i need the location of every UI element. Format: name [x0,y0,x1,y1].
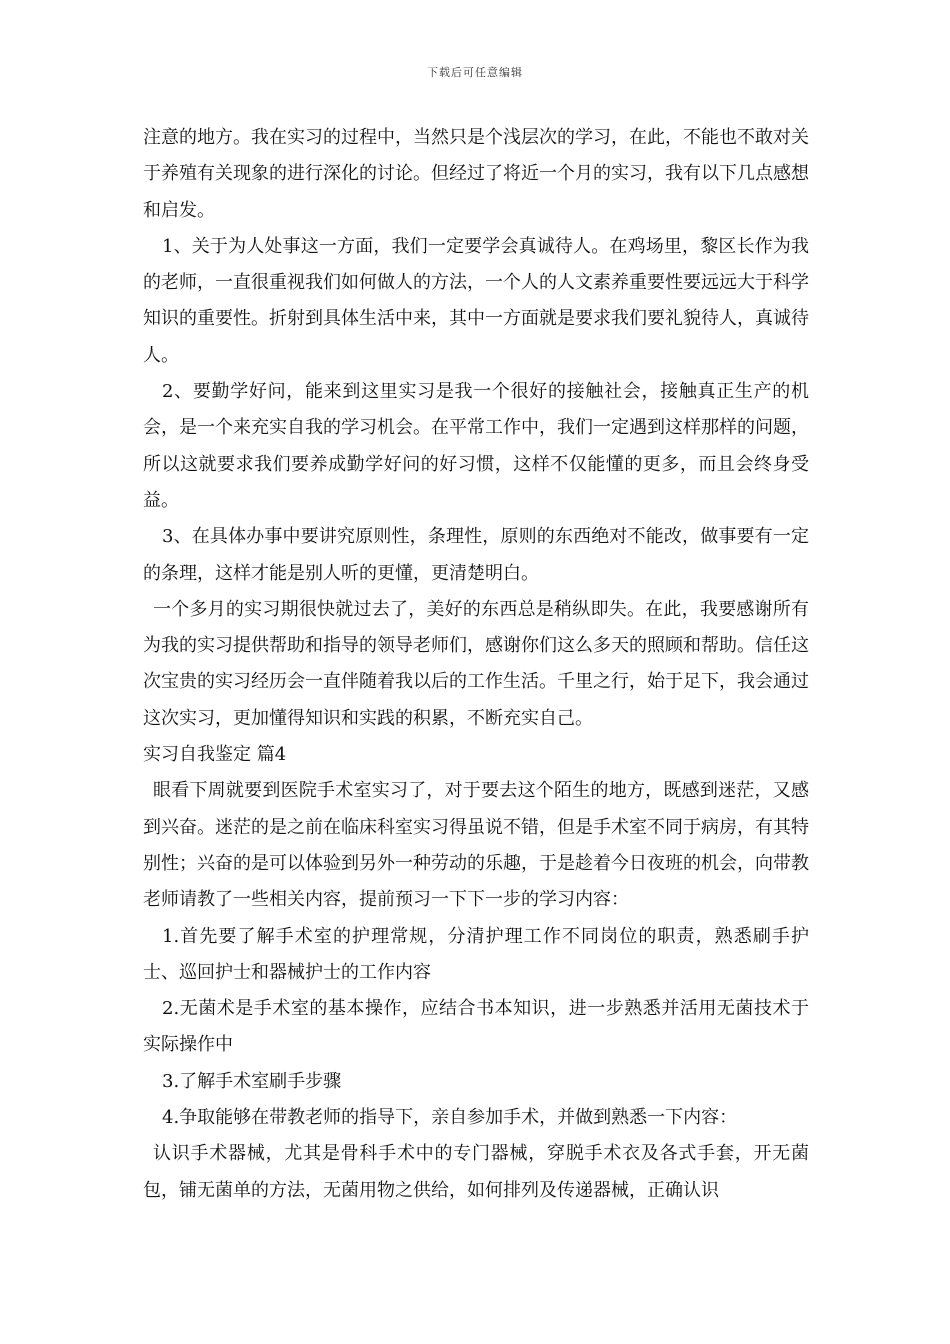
list-item-4: 4.争取能够在带教老师的指导下，亲自参加手术，并做到熟悉一下内容： [162,1107,738,1129]
list-item-3: 3.了解手术室刷手步骤 [162,1070,342,1092]
list-item-2: 2.无菌术是手术室的基本操作，应结合书本知识，进一步熟悉并活用无菌技术于实际操作中 [143,998,809,1056]
paragraph-point-1: 1、关于为人处事这一方面，我们一定要学会真诚待人。在鸡场里，黎区长作为我的老师，一直很重视我们如何做人的方法，一个人的人文素养重要性要远远大于科学知识的重要性。折射到具体生活中来，其中一方面就是要求我们要礼貌待人，真诚待人。 [143,235,809,366]
paragraph-closing: 一个多月的实习期很快就过去了，美好的东西总是稍纵即失。在此，我要感谢所有为我的实习提供帮助和指导的领导老师们，感谢你们这么多天的照顾和帮助。信任这次宝贵的实习经历会一直伴随着我以后的工作生活。千里之行，始于足下，我会通过这次实习，更加懂得知识和实践的积累，不断充实自己。 [143,598,809,729]
section-heading: 实习自我鉴定 篇4 [143,744,287,766]
paragraph-point-2: 2、要勤学好问，能来到这里实习是我一个很好的接触社会，接触真正生产的机会，是一个来充实自我的学习机会。在平常工作中，我们一定遇到这样那样的问题，所以这就要求我们要养成勤学好问的好习惯，这样不仅能懂的更多，而且会终身受益。 [143,381,809,511]
paragraph-details: 认识手术器械，尤其是骨科手术中的专门器械，穿脱手术衣及各式手套，开无菌包，铺无菌单的方法，无菌用物之供给，如何排列及传递器械，正确认识 [143,1143,809,1201]
paragraph-point-3: 3、在具体办事中要讲究原则性，条理性，原则的东西绝对不能改，做事要有一定的条理，这样才能是别人听的更懂，更清楚明白。 [143,526,809,584]
document-body [143,120,809,1209]
page-header: 下载后可任意编辑 [427,66,523,79]
paragraph-intro: 注意的地方。我在实习的过程中，当然只是个浅层次的学习，在此，不能也不敢对关于养殖有关现象的进行深化的讨论。但经过了将近一个月的实习，我有以下几点感想和启发。 [143,127,809,221]
paragraph-section-intro: 眼看下周就要到医院手术室实习了，对于要去这个陌生的地方，既感到迷茫，又感到兴奋。迷茫的是之前在临床科室实习得虽说不错，但是手术室不同于病房，有其特别性；兴奋的是可以体验到另外一种劳动的乐趣，于是趁着今日夜班的机会，向带教老师请教了一些相关内容，提前预习一下下一步的学习内容： [143,780,809,911]
list-item-1: 1.首先要了解手术室的护理常规，分清护理工作不同岗位的职责，熟悉刷手护士、巡回护士和器械护士的工作内容 [143,925,809,983]
